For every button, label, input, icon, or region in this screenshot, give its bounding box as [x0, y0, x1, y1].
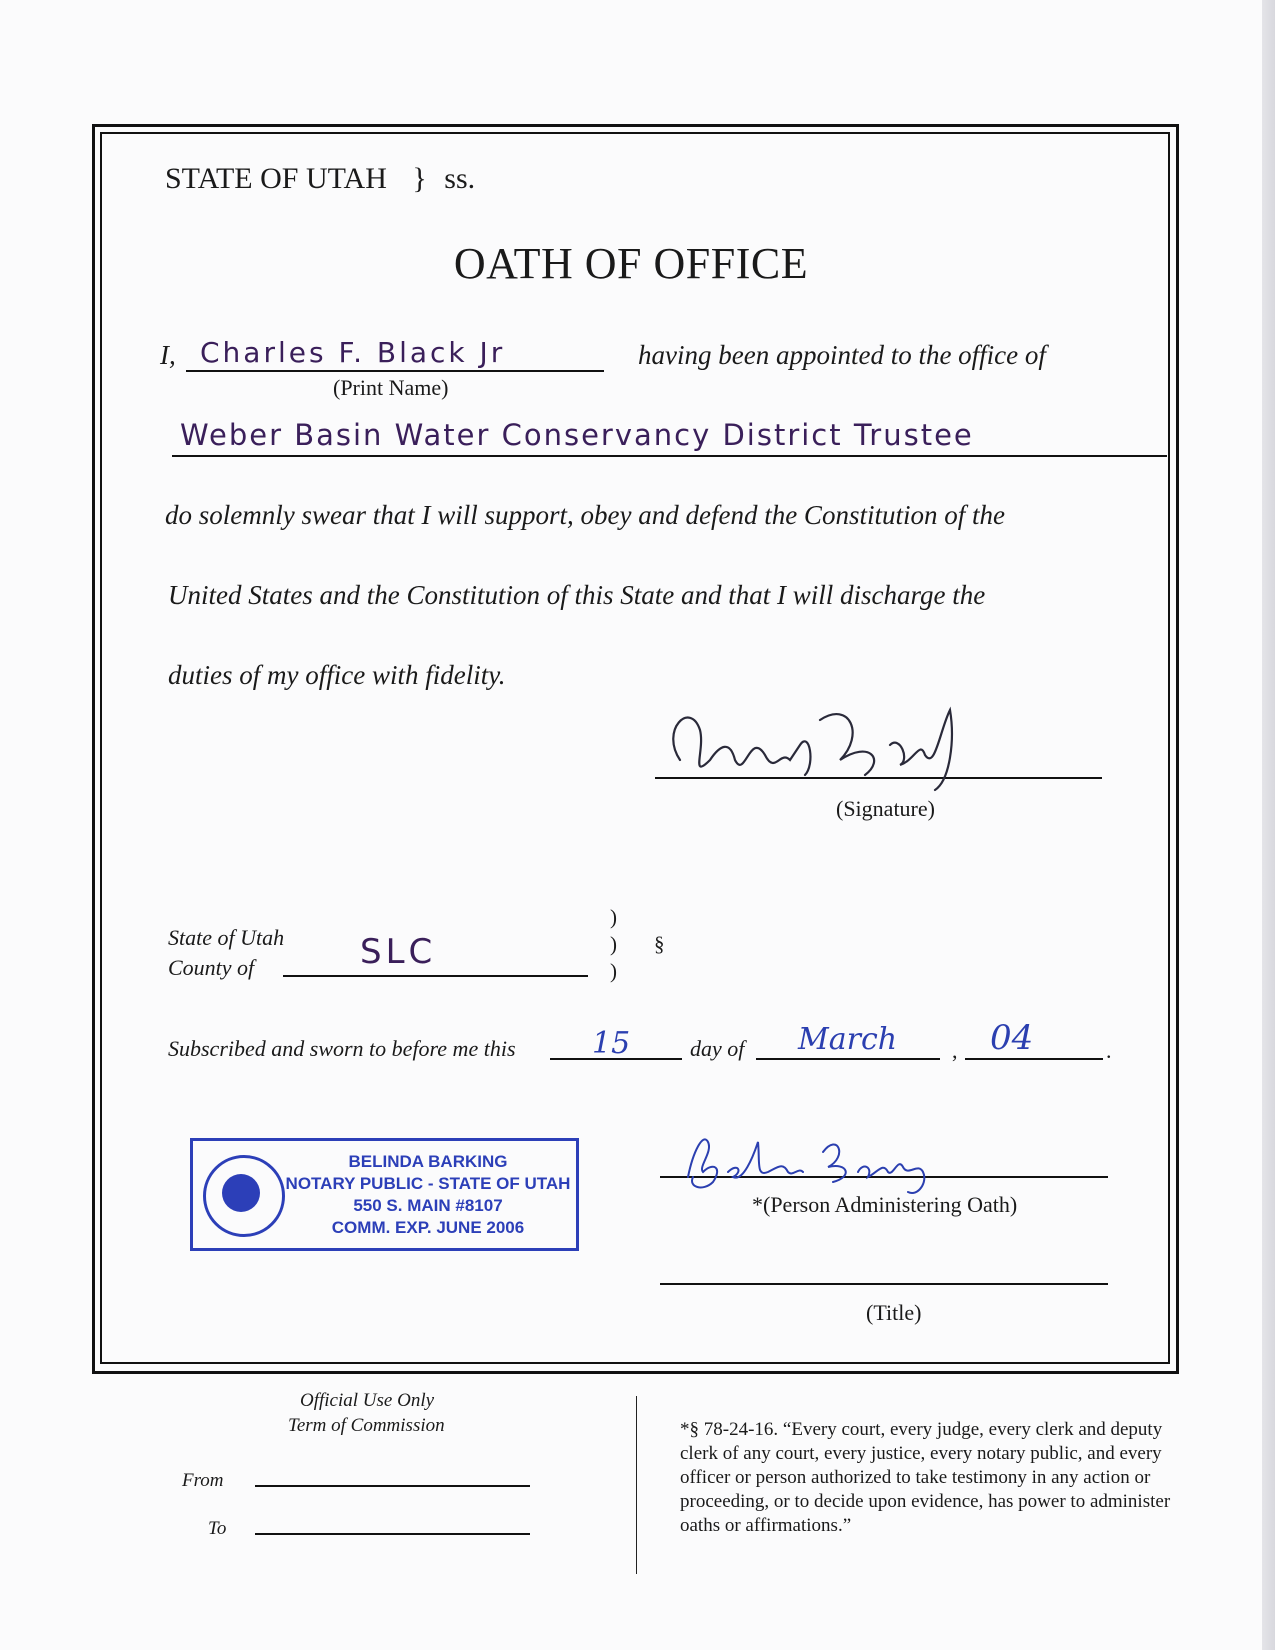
month-value: March	[798, 1022, 898, 1057]
office-line	[172, 455, 1167, 457]
signature-caption: (Signature)	[836, 796, 935, 821]
county-label: County of	[168, 955, 255, 980]
county-value: SLC	[360, 932, 437, 972]
title-line	[660, 1283, 1108, 1285]
notary-name: BELINDA BARKING	[348, 1152, 508, 1171]
paren-1: )	[610, 905, 617, 929]
sworn-text: Subscribed and sworn to before me this	[168, 1036, 516, 1061]
oath-line-1: do solemnly swear that I will support, obey and defend the Constitution of the	[165, 500, 1005, 530]
title-caption: (Title)	[866, 1300, 922, 1325]
print-name-caption: (Print Name)	[333, 375, 449, 400]
notary-seal-icon	[203, 1155, 285, 1237]
official-use-label: Official Use Only	[300, 1390, 435, 1411]
day-of-label: day of	[690, 1036, 745, 1061]
term-of-commission-label: Term of Commission	[288, 1415, 445, 1436]
state-heading	[165, 162, 475, 196]
page-title: OATH OF OFFICE	[453, 239, 809, 288]
notary-signature-icon	[668, 1122, 968, 1202]
notary-address: 550 S. MAIN #8107	[353, 1196, 503, 1215]
printed-name-value: Charles F. Black Jr	[200, 336, 506, 369]
paren-2: )	[610, 932, 617, 956]
county-line	[283, 975, 588, 977]
paren-3: )	[610, 959, 617, 983]
oath-prefix: I,	[160, 340, 176, 370]
comma: ,	[952, 1038, 958, 1063]
oath-line-3: duties of my office with fidelity.	[168, 660, 506, 690]
section-mark: §	[654, 932, 665, 956]
month-line	[756, 1058, 940, 1060]
notary-expiry: COMM. EXP. JUNE 2006	[331, 1218, 525, 1237]
oath-line-2: United States and the Constitution of this State and that I will discharge the	[168, 580, 986, 610]
print-name-line	[186, 370, 604, 372]
page-edge	[1262, 0, 1275, 1650]
from-label: From	[182, 1470, 224, 1491]
year-value: 04	[990, 1018, 1034, 1058]
brace: }	[412, 162, 427, 195]
ss-label: ss.	[444, 162, 476, 195]
from-line	[255, 1485, 530, 1487]
appointed-text: having been appointed to the office of	[638, 340, 1046, 370]
day-value: 15	[592, 1026, 631, 1061]
to-line	[255, 1533, 530, 1535]
state-of-utah-label: State of Utah	[168, 925, 285, 950]
to-label: To	[208, 1518, 227, 1539]
footer-divider	[636, 1396, 637, 1574]
notary-title: NOTARY PUBLIC - STATE OF UTAH	[285, 1174, 571, 1193]
year-line	[965, 1058, 1103, 1060]
administering-caption: *(Person Administering Oath)	[752, 1192, 1018, 1217]
state-label: STATE OF UTAH	[165, 162, 387, 195]
holder-signature-icon	[650, 690, 990, 800]
statute-quote: *§ 78-24-16. “Every court, every judge, every clerk and deputy clerk of any court, every justice, every notary public, and every officer or person authorized to take testimony in any action or proceeding, or to decide upon evidence, has power to administer oaths or affirmations.”	[680, 1419, 1171, 1536]
notary-stamp	[190, 1138, 579, 1251]
period: .	[1106, 1038, 1112, 1063]
office-value: Weber Basin Water Conservancy District Trustee	[180, 418, 974, 452]
